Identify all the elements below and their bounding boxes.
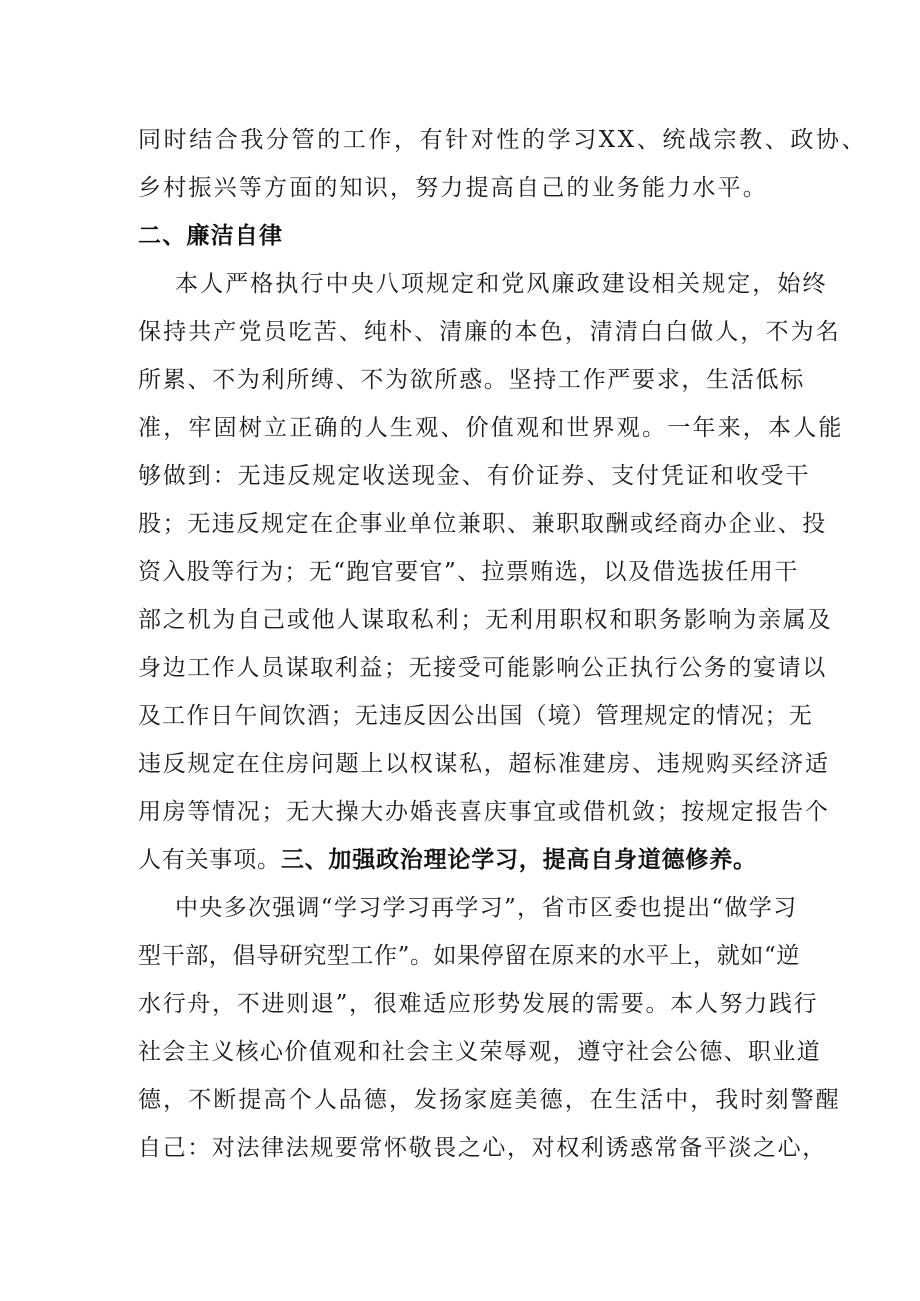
body-text-line: 本人严格执行中央八项规定和党风廉政建设相关规定，始终 <box>175 271 828 297</box>
body-text-fragment: 人有关事项。 <box>138 847 281 873</box>
body-text-line: 水行舟，不进则退”，很难适应形势发展的需要。本人努力践行 <box>138 991 819 1017</box>
body-text-line: 资入股等行为；无“跑官要官”、拉票贿选，以及借选拔任用干 <box>138 559 799 585</box>
body-text-line: 用房等情况；无大操大办婚丧喜庆事宜或借机敛；按规定报告个 <box>138 799 830 825</box>
body-text-line: 乡村振兴等方面的知识，努力提高自己的业务能力水平。 <box>138 175 768 201</box>
section-heading-theory-study: 三、加强政治理论学习，提高自身道德修养。 <box>280 847 757 873</box>
body-text-line: 德，不断提高个人品德，发扬家庭美德，在生活中，我时刻警醒 <box>138 1087 841 1113</box>
body-text-line: 股；无违反规定在企事业单位兼职、兼职取酬或经商办企业、投 <box>138 511 827 537</box>
body-text-line: 社会主义核心价值观和社会主义荣辱观，遵守社会公德、职业道 <box>138 1039 822 1065</box>
body-text-line-with-heading <box>138 844 838 876</box>
body-text-line: 同时结合我分管的工作，有针对性的学习XX、统战宗教、政协、 <box>138 127 868 153</box>
body-text-line: 违反规定在住房问题上以权谋私，超标准建房、违规购买经济适 <box>138 751 830 777</box>
body-text-line: 自己：对法律法规要常怀敬畏之心，对权利诱惑常备平淡之心， <box>138 1135 827 1161</box>
body-text-line: 中央多次强调“学习学习再学习”，省市区委也提出“做学习 <box>175 895 798 921</box>
body-text-line: 型干部，倡导研究型工作”。如果停留在原来的水平上，就如“逆 <box>138 943 800 969</box>
body-text-line: 准，牢固树立正确的人生观、价值观和世界观。一年来，本人能 <box>138 415 844 441</box>
body-text-line: 身边工作人员谋取利益；无接受可能影响公正执行公务的宴请以 <box>138 655 827 681</box>
body-text-line: 保持共产党员吃苦、纯朴、清廉的本色，清清白白做人，不为名 <box>138 319 841 345</box>
body-text-line: 所累、不为利所缚、不为欲所惑。坚持工作严要求，生活低标 <box>138 367 805 393</box>
body-text-line: 及工作日午间饮酒；无违反因公出国（境）管理规定的情况；无 <box>138 703 813 729</box>
body-text-line: 部之机为自己或他人谋取私利；无利用职权和职务影响为亲属及 <box>138 607 833 633</box>
section-heading-integrity: 二、廉洁自律 <box>138 223 284 249</box>
body-text-line: 够做到：无违反规定收送现金、有价证券、支付凭证和收受干 <box>138 463 811 489</box>
